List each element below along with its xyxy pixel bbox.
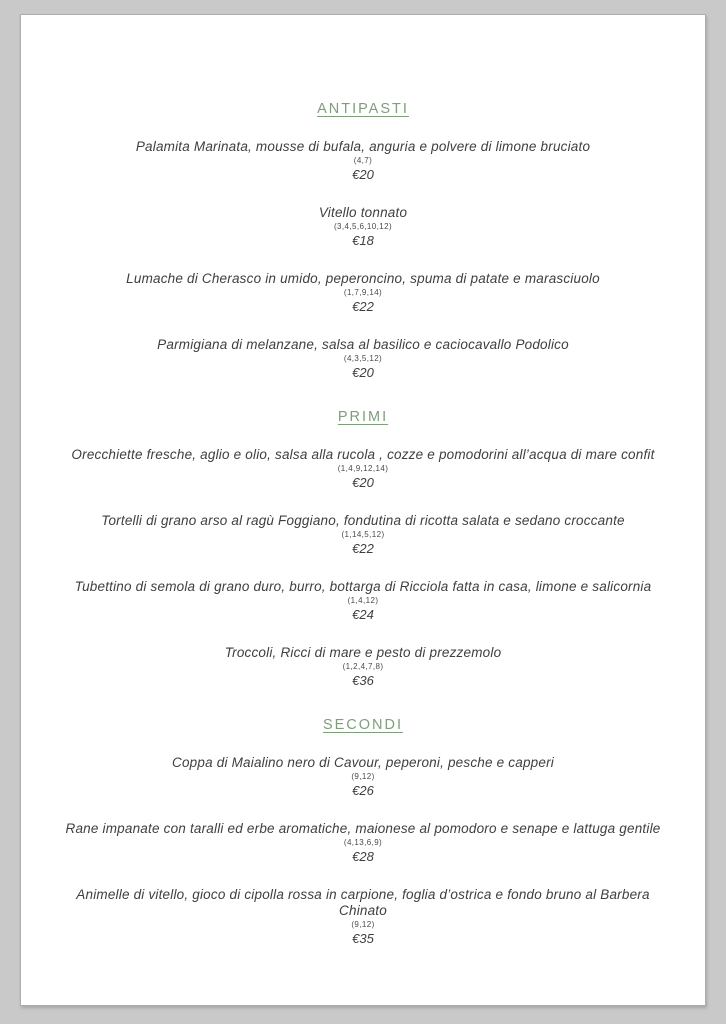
item-allergens: (1,2,4,7,8) <box>342 662 384 671</box>
section-title-antipasti: ANTIPASTI <box>317 101 409 117</box>
menu-section-antipasti <box>21 95 705 380</box>
menu-item <box>53 337 673 380</box>
item-name: Parmigiana di melanzane, salsa al basilico e caciocavallo Podolico <box>157 337 569 352</box>
item-price: €36 <box>352 673 374 688</box>
item-name: Tortelli di grano arso al ragù Foggiano, fondutina di ricotta salata e sedano croccante <box>101 513 625 528</box>
item-name: Orecchiette fresche, aglio e olio, salsa alla rucola , cozze e pomodorini all’acqua di mare confit <box>71 447 655 462</box>
item-price: €26 <box>352 783 374 798</box>
section-items <box>21 755 705 946</box>
item-price: €20 <box>352 167 374 182</box>
menu-item <box>53 271 673 314</box>
menu-item <box>53 579 673 622</box>
menu-page <box>20 14 706 1006</box>
menu-item <box>53 887 673 946</box>
menu-item <box>53 755 673 798</box>
item-allergens: (4,7) <box>353 156 373 165</box>
item-name: Tubettino di semola di grano duro, burro, bottarga di Ricciola fatta in casa, limone e salicornia <box>74 579 652 594</box>
menu-item <box>53 139 673 182</box>
item-name: Vitello tonnato <box>318 205 408 220</box>
item-allergens: (3,4,5,6,10,12) <box>333 222 393 231</box>
menu-item <box>53 513 673 556</box>
item-allergens: (1,4,9,12,14) <box>337 464 389 473</box>
item-price: €22 <box>352 299 374 314</box>
menu-item <box>53 205 673 248</box>
item-name: Coppa di Maialino nero di Cavour, peperoni, pesche e capperi <box>172 755 554 770</box>
item-allergens: (9,12) <box>351 772 375 781</box>
item-price: €24 <box>352 607 374 622</box>
menu-item <box>53 645 673 688</box>
item-allergens: (9,12) <box>351 920 375 929</box>
item-price: €18 <box>352 233 374 248</box>
item-allergens: (1,14,5,12) <box>341 530 385 539</box>
menu-section-primi <box>21 403 705 688</box>
item-price: €20 <box>352 365 374 380</box>
item-name: Lumache di Cherasco in umido, peperoncino, spuma di patate e marasciuolo <box>126 271 600 286</box>
item-name: Palamita Marinata, mousse di bufala, anguria e polvere di limone bruciato <box>135 139 591 154</box>
item-allergens: (1,4,12) <box>347 596 379 605</box>
menu-section-secondi <box>21 711 705 946</box>
item-name: Troccoli, Ricci di mare e pesto di prezzemolo <box>224 645 502 660</box>
item-price: €20 <box>352 475 374 490</box>
item-name: Animelle di vitello, gioco di cipolla rossa in carpione, foglia d’ostrica e fondo bruno al Barbera Chinato <box>76 887 650 918</box>
item-name: Rane impanate con taralli ed erbe aromatiche, maionese al pomodoro e senape e lattuga gentile <box>65 821 661 836</box>
menu-item <box>53 821 673 864</box>
item-allergens: (4,13,6,9) <box>343 838 383 847</box>
item-price: €28 <box>352 849 374 864</box>
section-title-secondi: SECONDI <box>322 717 404 733</box>
section-title-primi: PRIMI <box>337 409 389 425</box>
item-allergens: (1,7,9,14) <box>343 288 383 297</box>
item-price: €22 <box>352 541 374 556</box>
section-items <box>21 139 705 380</box>
menu-item <box>53 447 673 490</box>
section-items <box>21 447 705 688</box>
item-allergens: (4,3,5,12) <box>343 354 383 363</box>
item-price: €35 <box>352 931 374 946</box>
